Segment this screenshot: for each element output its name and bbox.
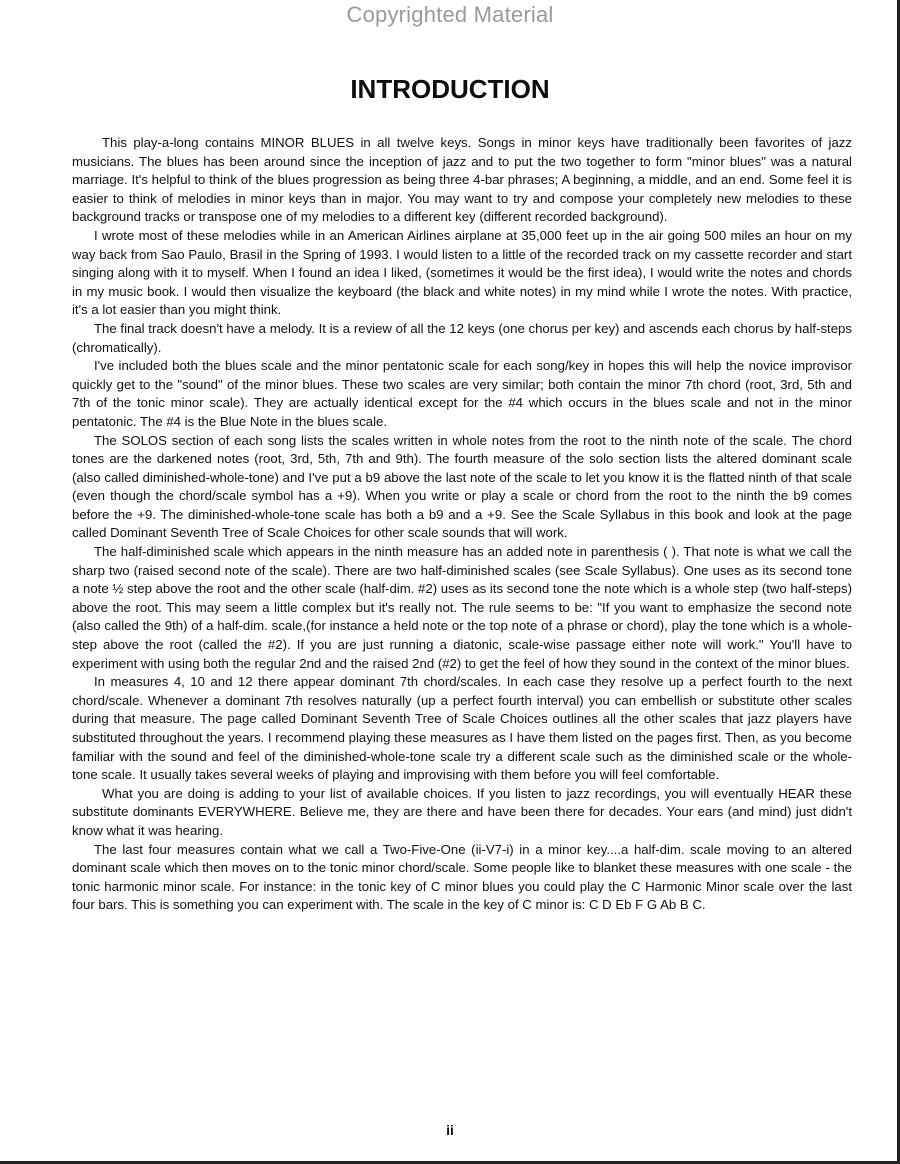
paragraph-7: In measures 4, 10 and 12 there appear dominant 7th chord/scales. In each case they resolve up a perfect fourth to the next chord/scale. Whenever a dominant 7th resolves naturally (up a perfect fourth interval) you can embellish or substitute other scales during that measure. The page called Dominant Seventh Tree of Scale Choices outlines all the other scales that jazz players have substituted throughout the years. I recommend playing these measures as I have them listed on the pages first. Then, as you become familiar with the sound and feel of the diminished-whole-tone scale try a different scale such as the diminished scale or the whole-tone scale. It usually takes several weeks of playing and improvising with them before you will feel comfortable. [72, 674, 852, 783]
paragraph-9: The last four measures contain what we call a Two-Five-One (ii-V7-i) in a minor key....a half-dim. scale moving to an altered dominant scale which then moves on to the tonic minor chord/scale. Some people like to blanket these measures with one scale - the tonic harmonic minor scale. For instance: in the tonic key of C minor blues you could play the C Harmonic Minor scale over the last four bars. This is something you can experiment with. The scale in the key of C minor is: C D Eb F G Ab B C. [72, 841, 852, 913]
copyright-watermark: Copyrighted Material [346, 2, 554, 27]
paragraph-4: I've included both the blues scale and the minor pentatonic scale for each song/key in hopes this will help the novice improvisor quickly get to the "sound" of the minor blues. These two scales are very similar; both contain the minor 7th chord (root, 3rd, 5th and 7th of the tonic minor scale). They are actually identical except for the #4 which occurs in the blues scale and not in the minor pentatonic. The #4 is the Blue Note in the blues scale. [72, 358, 852, 429]
page-number: ii [446, 1122, 454, 1138]
paragraph-2: I wrote most of these melodies while in an American Airlines airplane at 35,000 feet up in the air going 500 miles an hour on my way back from Sao Paulo, Brasil in the Spring of 1993. I would listen to a little of the recorded track on my cassette recorder and start singing along with it to myself. When I found an idea I liked, (sometimes it would be the first idea), I would write the notes and chords in my music book. I would then visualize the keyboard (the black and white notes) in my mind while I wrote the notes. With practice, it's a lot easier than you might think. [72, 227, 852, 318]
introduction-body [72, 134, 852, 915]
paragraph-1: This play-a-long contains MINOR BLUES in all twelve keys. Songs in minor keys have traditionally been favorites of jazz musicians. The blues has been around since the inception of jazz and to put the two together to form "minor blues" was a natural marriage. It's helpful to think of the blues progression as being three 4-bar phrases; A beginning, a middle, and an end. Some feel it is easier to think of melodies in minor keys than in major. You may want to try and compose your completely new melodies to these background tracks or transpose one of my melodies to a different key (different recorded background). [72, 135, 852, 225]
paragraph-3: The final track doesn't have a melody. It is a review of all the 12 keys (one chorus per key) and ascends each chorus by half-steps (chromatically). [72, 320, 852, 355]
page-title: INTRODUCTION [350, 74, 550, 104]
paragraph-6: The half-diminished scale which appears in the ninth measure has an added note in parenthesis ( ). That note is what we call the sharp two (raised second note of the scale). There are two half-diminished scales (see Scale Syllabus). One uses as its second tone a note ½ step above the root and the other scale (half-dim. #2) uses as its second tone the note which is a whole step (two half-steps) above the root. This may seem a little complex but it's really not. The rule seems to be: "If you want to emphasize the second note (also called the 9th) of a half-dim. scale,(for instance a held note or the top note of a phrase or chord), play the tone which is a whole-step above the root (called the #2). If you are just running a diatonic, scale-wise passage either note will work." You'll have to experiment with using both the regular 2nd and the raised 2nd (#2) to get the feel of how they sound in the context of the minor blues. [72, 544, 852, 671]
paragraph-5: The SOLOS section of each song lists the scales written in whole notes from the root to the ninth note of the scale. The chord tones are the darkened notes (root, 3rd, 5th, 7th and 9th). The fourth measure of the solo section lists the altered dominant scale (also called diminished-whole-tone) and I've put a b9 above the last note of the scale to let you know it is the flatted ninth of that scale (even though the chord/scale symbol has a +9). When you write or play a scale or chord from the root to the ninth the b9 comes before the +9. The diminished-whole-tone scale has both a b9 and a +9. See the Scale Syllabus in this book and look at the page called Dominant Seventh Tree of Scale Choices for other scale sounds that will work. [72, 432, 852, 541]
paragraph-8: What you are doing is adding to your list of available choices. If you listen to jazz recordings, you will eventually HEAR these substitute dominants EVERYWHERE. Believe me, they are there and have been there for decades. Your ears (and mind) just didn't know what it was hearing. [72, 785, 852, 838]
